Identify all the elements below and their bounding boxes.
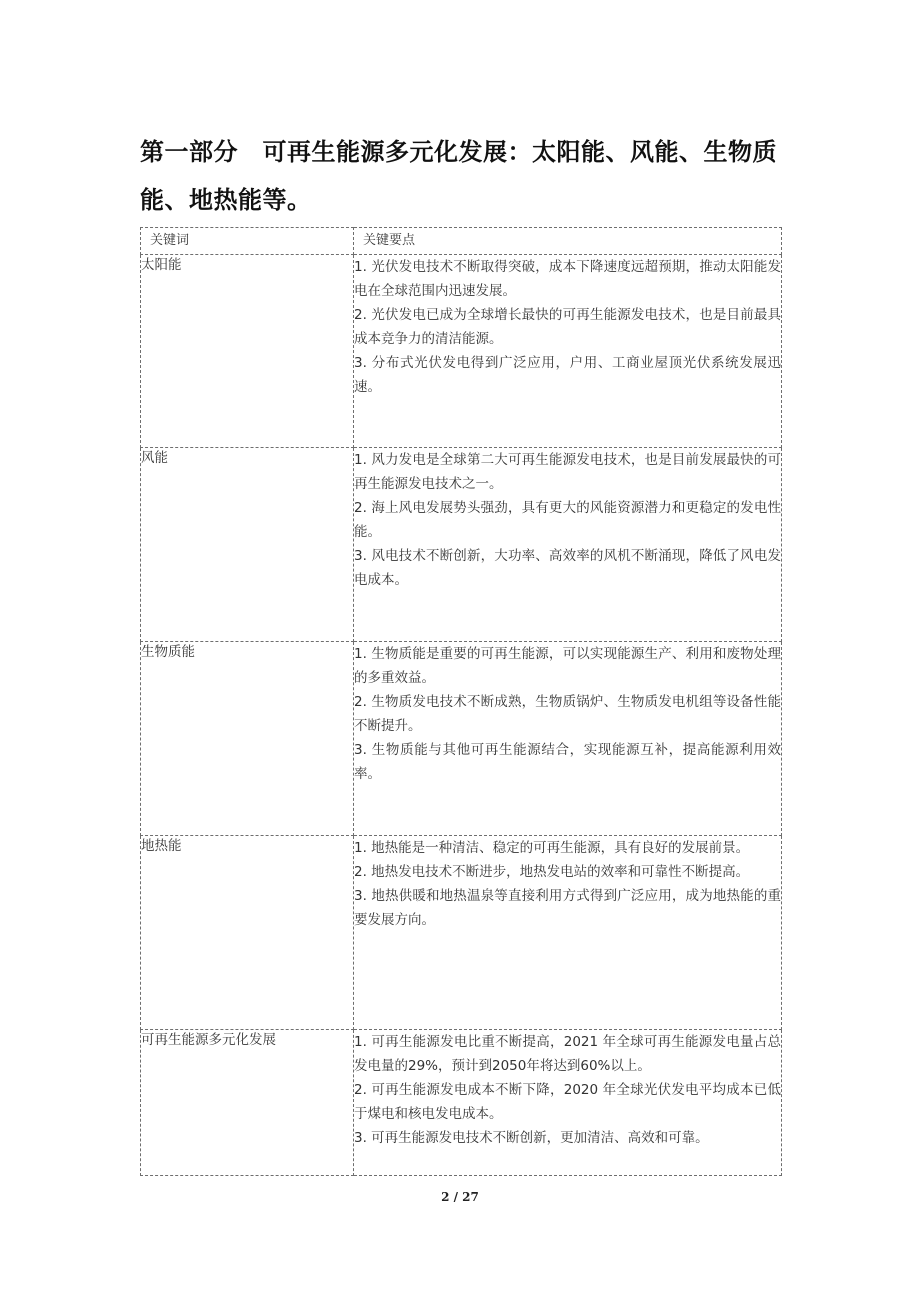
table-row (141, 448, 782, 642)
row-points (354, 448, 782, 642)
table-row (141, 1030, 782, 1176)
row-keyword: 太阳能 (141, 255, 354, 448)
point-item: 1. 可再生能源发电比重不断提高，2021 年全球可再生能源发电量占总发电量的29%，预计到2050年将达到60%以上。 (354, 1034, 781, 1074)
point-item: 2. 光伏发电已成为全球增长最快的可再生能源发电技术，也是目前最具成本竞争力的清洁能源。 (354, 307, 781, 347)
point-item: 1. 光伏发电技术不断取得突破，成本下降速度远超预期，推动太阳能发电在全球范围内迅速发展。 (354, 259, 781, 299)
point-item: 1. 地热能是一种清洁、稳定的可再生能源，具有良好的发展前景。 (354, 840, 750, 856)
point-item: 3. 地热供暖和地热温泉等直接利用方式得到广泛应用，成为地热能的重要发展方向。 (354, 888, 781, 928)
row-points (354, 836, 782, 1030)
row-keyword: 生物质能 (141, 642, 354, 836)
table-row (141, 836, 782, 1030)
point-item: 2. 海上风电发展势头强劲，具有更大的风能资源潜力和更稳定的发电性能。 (354, 500, 781, 540)
point-item: 3. 分布式光伏发电得到广泛应用，户用、工商业屋顶光伏系统发展迅速。 (354, 355, 781, 395)
table-header-row (141, 228, 782, 255)
row-points (354, 642, 782, 836)
point-item: 3. 风电技术不断创新，大功率、高效率的风机不断涌现，降低了风电发电成本。 (354, 548, 781, 588)
point-item: 2. 可再生能源发电成本不断下降，2020 年全球光伏发电平均成本已低于煤电和核电发电成本。 (354, 1082, 781, 1122)
page-number: 2 / 27 (441, 1190, 479, 1204)
point-item: 3. 可再生能源发电技术不断创新，更加清洁、高效和可靠。 (354, 1130, 709, 1146)
table-row (141, 642, 782, 836)
header-keyword: 关键词 (141, 228, 354, 255)
row-points (354, 255, 782, 448)
point-item: 2. 地热发电技术不断进步，地热发电站的效率和可靠性不断提高。 (354, 864, 750, 880)
row-keyword: 地热能 (141, 836, 354, 1030)
header-key-points: 关键要点 (354, 228, 782, 255)
row-points (354, 1030, 782, 1176)
point-item: 2. 生物质发电技术不断成熟，生物质锅炉、生物质发电机组等设备性能不断提升。 (354, 694, 781, 734)
page-title: 第一部分 可再生能源多元化发展：太阳能、风能、生物质能、地热能等。 (140, 138, 777, 215)
row-keyword: 可再生能源多元化发展 (141, 1030, 354, 1176)
point-item: 3. 生物质能与其他可再生能源结合，实现能源互补，提高能源利用效率。 (354, 742, 781, 782)
row-keyword: 风能 (141, 448, 354, 642)
point-item: 1. 风力发电是全球第二大可再生能源发电技术，也是目前发展最快的可再生能源发电技术之一。 (354, 452, 781, 492)
point-item: 1. 生物质能是重要的可再生能源，可以实现能源生产、利用和废物处理的多重效益。 (354, 646, 781, 686)
key-points-table (140, 227, 782, 1176)
table-row (141, 255, 782, 448)
